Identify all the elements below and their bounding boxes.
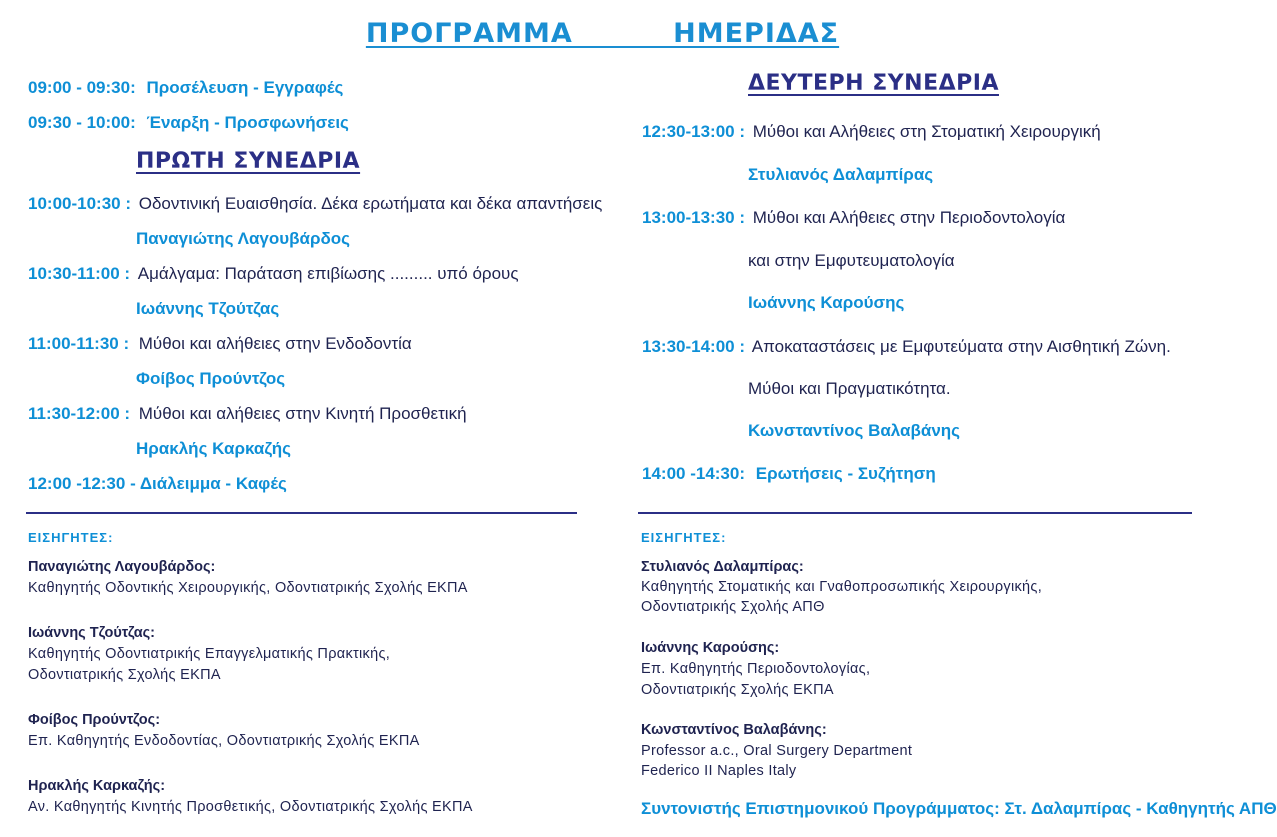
talk-title: Μύθοι και αλήθειες στην Κινητή Προσθετική: [138, 404, 467, 423]
divider: [26, 512, 577, 514]
bio-name: Παναγιώτης Λαγουβάρδος:: [28, 559, 216, 575]
talk-time: 12:30-13:00 :: [642, 122, 746, 141]
talk-title: Μύθοι και Αλήθειες στη Στοματική Χειρουργική: [752, 122, 1101, 141]
talk-speaker: Ηρακλής Καρκαζής: [136, 439, 291, 458]
talk-time: 11:00-11:30 :: [28, 334, 130, 353]
bio-name: Στυλιανός Δαλαμπίρας:: [641, 559, 804, 575]
talk-row: [642, 122, 1101, 142]
talk-title: Αποκαταστάσεις με Εμφυτεύματα στην Αισθητική Ζώνη.: [751, 337, 1171, 356]
closing-time: 14:00 -14:30:: [642, 464, 746, 483]
opening-row: [28, 78, 343, 98]
talk-row: [28, 334, 412, 354]
page-title: ΠΡΟΓΡΑΜΜΑ ΗΜΕΡΙΔΑΣ: [365, 18, 840, 49]
speakers-heading: ΕΙΣΗΓΗΤΕΣ:: [641, 530, 727, 545]
talk-title: Αμάλγαμα: Παράταση επιβίωσης ......... υπό όρους: [137, 264, 519, 283]
bio-line: Επ. Καθηγητής Ενδοδοντίας, Οδοντιατρικής Σχολής ΕΚΠΑ: [28, 733, 420, 749]
talk-time: 13:30-14:00 :: [642, 337, 746, 356]
talk-speaker: Στυλιανός Δαλαμπίρας: [748, 165, 934, 184]
bio-name: Ηρακλής Καρκαζής:: [28, 778, 166, 794]
talk-row: [642, 337, 1171, 357]
bio-line: Professor a.c., Oral Surgery Department: [641, 743, 913, 759]
talk-row: [28, 264, 519, 284]
bio-line: Καθηγητής Οδοντικής Χειρουργικής, Οδοντιατρικής Σχολής ΕΚΠΑ: [28, 580, 468, 596]
speakers-heading: ΕΙΣΗΓΗΤΕΣ:: [28, 530, 114, 545]
talk-time: 10:00-10:30 :: [28, 194, 132, 213]
talk-speaker: Ιωάννης Τζούτζας: [136, 299, 280, 318]
coffee-break: 12:00 -12:30 - Διάλειμμα - Καφές: [28, 474, 287, 493]
closing-row: [642, 464, 936, 484]
divider: [638, 512, 1192, 514]
bio-line: Επ. Καθηγητής Περιοδοντολογίας,: [641, 661, 871, 677]
opening-text: Έναρξη - Προσφωνήσεις: [146, 113, 349, 132]
talk-title-continued: και στην Εμφυτευματολογία: [748, 251, 955, 270]
bio-line: Καθηγητής Οδοντιατρικής Επαγγελματικής Πρακτικής,: [28, 646, 391, 662]
bio-line: Αν. Καθηγητής Κινητής Προσθετικής, Οδοντιατρικής Σχολής ΕΚΠΑ: [28, 799, 473, 815]
bio-name: Κωνσταντίνος Βαλαβάνης:: [641, 722, 827, 738]
talk-title: Οδοντινική Ευαισθησία. Δέκα ερωτήματα και δέκα απαντήσεις: [138, 194, 603, 213]
talk-speaker: Ιωάννης Καρούσης: [748, 293, 905, 312]
opening-time: 09:00 - 09:30:: [28, 78, 136, 97]
talk-row: [28, 194, 602, 214]
talk-title-continued: Μύθοι και Πραγματικότητα.: [748, 379, 951, 398]
closing-text: Ερωτήσεις - Συζήτηση: [755, 464, 936, 483]
bio-line: Federico II Naples Italy: [641, 763, 797, 779]
opening-row: [28, 113, 349, 133]
bio-name: Φοίβος Προύντζος:: [28, 712, 161, 728]
bio-name: Ιωάννης Τζούτζας:: [28, 625, 155, 641]
talk-title: Μύθοι και Αλήθειες στην Περιοδοντολογία: [752, 208, 1066, 227]
opening-text: Προσέλευση - Εγγραφές: [146, 78, 344, 97]
opening-time: 09:30 - 10:00:: [28, 113, 136, 132]
talk-time: 13:00-13:30 :: [642, 208, 746, 227]
bio-line: Οδοντιατρικής Σχολής ΑΠΘ: [641, 599, 825, 615]
bio-name: Ιωάννης Καρούσης:: [641, 640, 780, 656]
talk-speaker: Φοίβος Προύντζος: [136, 369, 286, 388]
talk-speaker: Παναγιώτης Λαγουβάρδος: [136, 229, 351, 248]
second-session-title: ΔΕΥΤΕΡΗ ΣΥΝΕΔΡΙΑ: [748, 71, 999, 96]
talk-row: [642, 208, 1065, 228]
talk-row: [28, 404, 467, 424]
program-coordinator: Συντονιστής Επιστημονικού Προγράμματος: Στ. Δαλαμπίρας - Καθηγητής ΑΠΘ: [641, 799, 1277, 818]
bio-line: Οδοντιατρικής Σχολής ΕΚΠΑ: [641, 682, 834, 698]
first-session-title: ΠΡΩΤΗ ΣΥΝΕΔΡΙΑ: [136, 149, 361, 174]
bio-line: Καθηγητής Στοματικής και Γναθοπροσωπικής Χειρουργικής,: [641, 579, 1043, 595]
talk-title: Μύθοι και αλήθειες στην Ενδοδοντία: [138, 334, 412, 353]
bio-line: Οδοντιατρικής Σχολής ΕΚΠΑ: [28, 667, 221, 683]
talk-time: 10:30-11:00 :: [28, 264, 131, 283]
talk-time: 11:30-12:00 :: [28, 404, 131, 423]
talk-speaker: Κωνσταντίνος Βαλαβάνης: [748, 421, 960, 440]
